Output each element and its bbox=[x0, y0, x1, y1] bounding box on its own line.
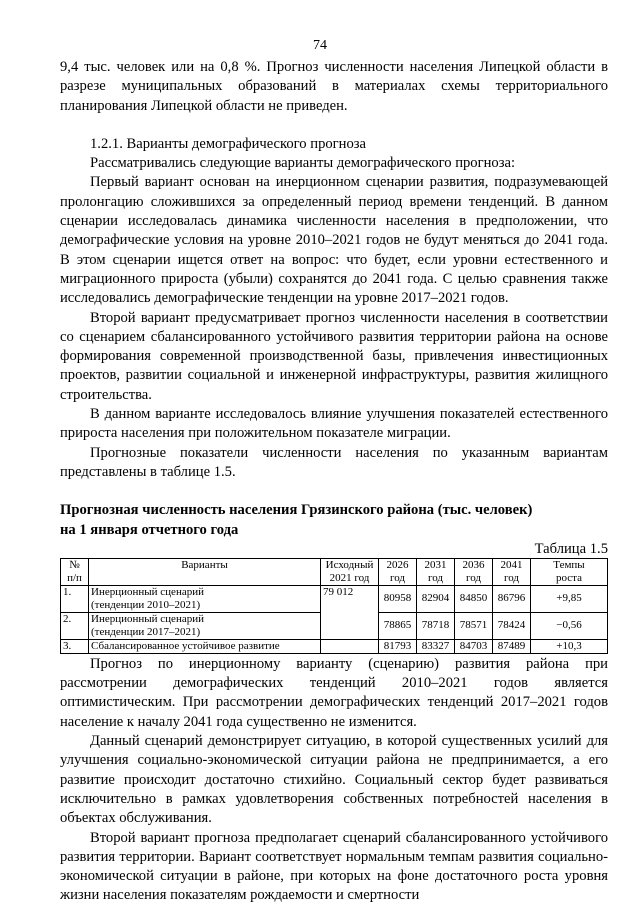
row-num: 3. bbox=[61, 639, 89, 653]
table-title-line-1: Прогнозная численность населения Грязинского района (тыс. человек) bbox=[60, 502, 533, 519]
paragraph-continuation: 9,4 тыс. человек или на 0,8 %. Прогноз численности населения Липецкой области в разрезе муниципальных образований в материалах схемы территориального планирования Липецкой области не приведен. bbox=[60, 59, 608, 114]
paragraph: Второй вариант предусматривает прогноз численности населения в соответствии со сценарием сбалансированного устойчивого развития территории района на основе формирования современной производственной базы, привлечения инвестиционных проектов, развитии социальной и инженерной инфраструктуры, развития жилищного строительства. bbox=[60, 309, 608, 403]
value-2041: 87489 bbox=[493, 639, 531, 653]
paragraph: В данном варианте исследовалось влияние улучшения показателей естественного прироста населения при положительном показателе миграции. bbox=[60, 406, 608, 442]
paragraph: Первый вариант основан на инерционном сценарии развития, подразумевающей пролонгацию сложившихся за определенный период времени тенденций. В данном сценарии исследовалась динамика численности населения в предположении, что демографические условия на уровне 2010–2021 годов не будут меняться до 2041 года. В этом сценарии ищется ответ на вопрос: что будет, если уровни естественного и миграционного прироста (убыли) сохранятся до 2041 года. С целью сравнения также исследовались демографические тенденции на уровне 2017–2021 годов. bbox=[60, 174, 608, 307]
value-growth: +9,85 bbox=[531, 585, 608, 612]
table-row bbox=[61, 585, 608, 612]
population-forecast-table bbox=[60, 558, 608, 654]
row-variant-name: Инерционный сценарий (тенденции 2017–2021) bbox=[89, 612, 321, 639]
value-2031: 78718 bbox=[417, 612, 455, 639]
value-2026: 81793 bbox=[379, 639, 417, 653]
paragraph: Второй вариант прогноза предполагает сценарий сбалансированного устойчивого развития территории. Вариант соответствует нормальным темпам развития социально-экономической ситуации в районе, при которых на фоне достаточного роста уровня жизни населения показателям рождаемости и смертности bbox=[60, 829, 608, 904]
value-2031: 83327 bbox=[417, 639, 455, 653]
value-2036: 78571 bbox=[455, 612, 493, 639]
value-2031: 82904 bbox=[417, 585, 455, 612]
value-2036: 84850 bbox=[455, 585, 493, 612]
page-body bbox=[60, 58, 608, 906]
paragraph: Данный сценарий демонстрирует ситуацию, в которой существенных усилий для улучшения социально-экономической ситуации района не предпринимается, а его развитие происходит достаточно стихийно. Социальный сектор будет развиваться исключительно в рамках удовлетворения собственных потребностей населения в объектах обслуживания. bbox=[60, 733, 608, 827]
page-number: 74 bbox=[313, 38, 327, 53]
paragraph: Прогноз по инерционному варианту (сценарию) развития района при рассмотрении демографических тенденций 2010–2021 годов является оптимистическим. При рассмотрении демографических тенденций 2017–2021 годов население к началу 2041 года существенно не изменится. bbox=[60, 655, 608, 730]
header-growth: Темпы роста bbox=[531, 558, 608, 585]
header-2036: 2036 год bbox=[455, 558, 493, 585]
header-base-year: Исходный 2021 год bbox=[321, 558, 379, 585]
paragraph: Прогнозные показатели численности населения по указанным вариантам представлены в таблице 1.5. bbox=[60, 444, 608, 480]
row-variant-name: Сбалансированное устойчивое развитие bbox=[89, 639, 321, 653]
value-2026: 78865 bbox=[379, 612, 417, 639]
row-variant-name: Инерционный сценарий (тенденции 2010–2021) bbox=[89, 585, 321, 612]
section-heading: 1.2.1. Варианты демографического прогноза bbox=[90, 135, 366, 152]
paragraph: Рассматривались следующие варианты демографического прогноза: bbox=[90, 155, 515, 172]
value-growth: +10,3 bbox=[531, 639, 608, 653]
header-2026: 2026 год bbox=[379, 558, 417, 585]
table-row bbox=[61, 639, 608, 653]
base-value-cell: 79 012 bbox=[321, 585, 379, 639]
table-title-line-2: на 1 января отчетного года bbox=[60, 521, 239, 538]
table-header-row bbox=[61, 558, 608, 585]
base-value-empty bbox=[321, 639, 379, 653]
value-growth: −0,56 bbox=[531, 612, 608, 639]
paragraph-gap bbox=[60, 116, 608, 135]
value-2036: 84703 bbox=[455, 639, 493, 653]
paragraph-gap bbox=[60, 482, 608, 501]
header-2031: 2031 год bbox=[417, 558, 455, 585]
value-2041: 86796 bbox=[493, 585, 531, 612]
value-2026: 80958 bbox=[379, 585, 417, 612]
header-num: № п/п bbox=[61, 558, 89, 585]
row-num: 1. bbox=[61, 585, 89, 612]
row-num: 2. bbox=[61, 612, 89, 639]
header-variants: Варианты bbox=[89, 558, 321, 585]
table-label: Таблица 1.5 bbox=[534, 540, 608, 557]
value-2041: 78424 bbox=[493, 612, 531, 639]
header-2041: 2041 год bbox=[493, 558, 531, 585]
